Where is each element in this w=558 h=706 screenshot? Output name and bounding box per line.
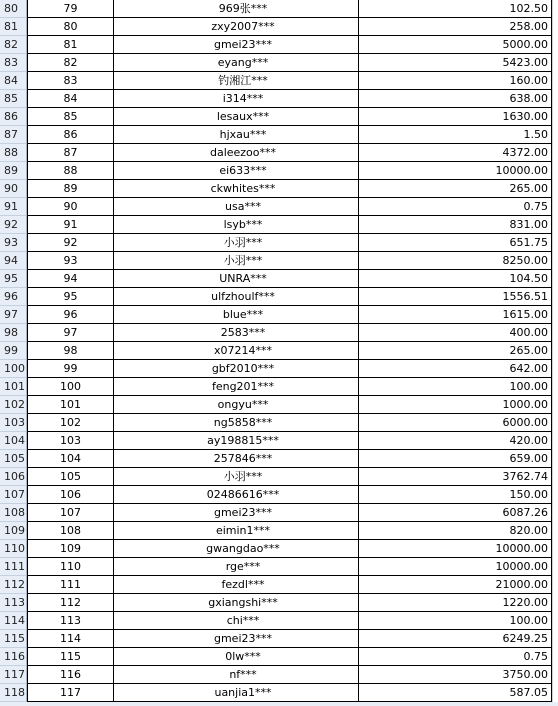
cell-user[interactable]: gmei23*** (114, 630, 359, 648)
cell-seq[interactable]: 99 (27, 360, 114, 378)
cell-user[interactable]: usa*** (114, 198, 359, 216)
table-row (0, 450, 558, 468)
table-row (0, 522, 558, 540)
scrollbar-gutter[interactable] (552, 0, 558, 706)
cell-amount[interactable]: 420.00 (359, 432, 552, 450)
cell-seq[interactable]: 90 (27, 198, 114, 216)
row-header[interactable]: 81 (0, 18, 27, 36)
cell-amount[interactable]: 1556.51 (359, 288, 552, 306)
table-row (0, 414, 558, 432)
table-row (0, 612, 558, 630)
cell-amount[interactable]: 8250.00 (359, 252, 552, 270)
cell-seq[interactable]: 81 (27, 36, 114, 54)
cell-user[interactable]: 小羽*** (114, 468, 359, 486)
table-row (0, 378, 558, 396)
row-header[interactable]: 85 (0, 90, 27, 108)
cell-amount[interactable]: 5423.00 (359, 54, 552, 72)
row-header[interactable]: 118 (0, 684, 27, 702)
cell-seq[interactable]: 111 (27, 576, 114, 594)
cell-user[interactable]: nf*** (114, 666, 359, 684)
row-header[interactable]: 105 (0, 450, 27, 468)
cell-amount[interactable]: 1630.00 (359, 108, 552, 126)
cell-user[interactable]: daleezoo*** (114, 144, 359, 162)
cell-seq[interactable]: 106 (27, 486, 114, 504)
table-row (0, 594, 558, 612)
cell-seq[interactable]: 112 (27, 594, 114, 612)
cell-amount[interactable]: 1220.00 (359, 594, 552, 612)
row-header[interactable]: 80 (0, 0, 27, 18)
cell-seq[interactable]: 116 (27, 666, 114, 684)
cell-user[interactable]: chi*** (114, 612, 359, 630)
row-header[interactable]: 96 (0, 288, 27, 306)
row-header[interactable]: 87 (0, 126, 27, 144)
cell-user[interactable]: 969张*** (114, 0, 359, 18)
table-row (0, 180, 558, 198)
cell-amount[interactable]: 1000.00 (359, 396, 552, 414)
cell-seq[interactable]: 91 (27, 216, 114, 234)
table-row (0, 504, 558, 522)
cell-seq[interactable]: 100 (27, 378, 114, 396)
table-row (0, 432, 558, 450)
table-row (0, 666, 558, 684)
cell-amount[interactable]: 6249.25 (359, 630, 552, 648)
cell-user[interactable]: ay198815*** (114, 432, 359, 450)
cell-amount[interactable]: 160.00 (359, 72, 552, 90)
cell-user[interactable]: fezdl*** (114, 576, 359, 594)
table-row (0, 198, 558, 216)
cell-user[interactable]: gmei23*** (114, 36, 359, 54)
row-header[interactable]: 106 (0, 468, 27, 486)
cell-amount[interactable]: 258.00 (359, 18, 552, 36)
row-header[interactable]: 82 (0, 36, 27, 54)
cell-user[interactable]: gwangdao*** (114, 540, 359, 558)
sheet-footer (0, 702, 558, 706)
cell-seq[interactable]: 87 (27, 144, 114, 162)
table-row (0, 360, 558, 378)
table-row (0, 234, 558, 252)
cell-user[interactable]: feng201*** (114, 378, 359, 396)
cell-seq[interactable]: 79 (27, 0, 114, 18)
table-row (0, 216, 558, 234)
table-row (0, 540, 558, 558)
cell-amount[interactable]: 3750.00 (359, 666, 552, 684)
cell-seq[interactable]: 107 (27, 504, 114, 522)
row-header[interactable]: 101 (0, 378, 27, 396)
cell-user[interactable]: 0lw*** (114, 648, 359, 666)
cell-user[interactable]: uanjia1*** (114, 684, 359, 702)
row-header[interactable]: 109 (0, 522, 27, 540)
cell-seq[interactable]: 84 (27, 90, 114, 108)
cell-amount[interactable]: 1615.00 (359, 306, 552, 324)
cell-user[interactable]: hjxau*** (114, 126, 359, 144)
cell-seq[interactable]: 93 (27, 252, 114, 270)
cell-amount[interactable]: 1.50 (359, 126, 552, 144)
cell-amount[interactable]: 3762.74 (359, 468, 552, 486)
row-header[interactable]: 99 (0, 342, 27, 360)
table-row (0, 324, 558, 342)
row-header[interactable]: 111 (0, 558, 27, 576)
row-header[interactable]: 93 (0, 234, 27, 252)
cell-user[interactable]: eimin1*** (114, 522, 359, 540)
cell-seq[interactable]: 82 (27, 54, 114, 72)
cell-amount[interactable]: 21000.00 (359, 576, 552, 594)
cell-seq[interactable]: 85 (27, 108, 114, 126)
row-header[interactable]: 83 (0, 54, 27, 72)
table-row (0, 576, 558, 594)
cell-amount[interactable]: 150.00 (359, 486, 552, 504)
cell-user[interactable]: 02486616*** (114, 486, 359, 504)
cell-amount[interactable]: 265.00 (359, 342, 552, 360)
row-header[interactable]: 114 (0, 612, 27, 630)
table-row (0, 648, 558, 666)
cell-user[interactable]: lsyb*** (114, 216, 359, 234)
cell-amount[interactable]: 6087.26 (359, 504, 552, 522)
cell-user[interactable]: eyang*** (114, 54, 359, 72)
table-row (0, 288, 558, 306)
cell-seq[interactable]: 89 (27, 180, 114, 198)
row-header[interactable]: 92 (0, 216, 27, 234)
cell-user[interactable]: UNRA*** (114, 270, 359, 288)
cell-seq[interactable]: 94 (27, 270, 114, 288)
row-header[interactable]: 107 (0, 486, 27, 504)
cell-user[interactable]: 2583*** (114, 324, 359, 342)
cell-seq[interactable]: 80 (27, 18, 114, 36)
cell-amount[interactable]: 831.00 (359, 216, 552, 234)
cell-user[interactable]: ckwhites*** (114, 180, 359, 198)
table-row (0, 486, 558, 504)
row-header[interactable]: 95 (0, 270, 27, 288)
cell-seq[interactable]: 102 (27, 414, 114, 432)
cell-seq[interactable]: 97 (27, 324, 114, 342)
row-header[interactable]: 97 (0, 306, 27, 324)
cell-amount[interactable]: 100.00 (359, 378, 552, 396)
cell-amount[interactable]: 820.00 (359, 522, 552, 540)
cell-user[interactable]: gbf2010*** (114, 360, 359, 378)
cell-user[interactable]: rge*** (114, 558, 359, 576)
cell-amount[interactable]: 100.00 (359, 612, 552, 630)
cell-user[interactable]: ng5858*** (114, 414, 359, 432)
table-row (0, 36, 558, 54)
cell-seq[interactable]: 117 (27, 684, 114, 702)
cell-seq[interactable]: 104 (27, 450, 114, 468)
cell-seq[interactable]: 95 (27, 288, 114, 306)
cell-amount[interactable]: 4372.00 (359, 144, 552, 162)
cell-seq[interactable]: 101 (27, 396, 114, 414)
cell-user[interactable]: zxy2007*** (114, 18, 359, 36)
table-row (0, 54, 558, 72)
table-row (0, 270, 558, 288)
table-row (0, 306, 558, 324)
cell-seq[interactable]: 86 (27, 126, 114, 144)
cell-amount[interactable]: 659.00 (359, 450, 552, 468)
cell-seq[interactable]: 110 (27, 558, 114, 576)
row-header[interactable]: 86 (0, 108, 27, 126)
cell-user[interactable]: ulfzhoulf*** (114, 288, 359, 306)
cell-seq[interactable]: 88 (27, 162, 114, 180)
row-header[interactable]: 110 (0, 540, 27, 558)
table-row (0, 90, 558, 108)
cell-user[interactable]: i314*** (114, 90, 359, 108)
row-header[interactable]: 104 (0, 432, 27, 450)
cell-amount[interactable]: 265.00 (359, 180, 552, 198)
row-header[interactable]: 84 (0, 72, 27, 90)
cell-amount[interactable]: 0.75 (359, 648, 552, 666)
table-row (0, 252, 558, 270)
row-header[interactable]: 98 (0, 324, 27, 342)
row-header[interactable]: 116 (0, 648, 27, 666)
cell-amount[interactable]: 5000.00 (359, 36, 552, 54)
table-row (0, 468, 558, 486)
row-header[interactable]: 108 (0, 504, 27, 522)
table-row (0, 162, 558, 180)
cell-amount[interactable]: 10000.00 (359, 558, 552, 576)
cell-user[interactable]: x07214*** (114, 342, 359, 360)
cell-amount[interactable]: 10000.00 (359, 540, 552, 558)
row-header[interactable]: 115 (0, 630, 27, 648)
row-header[interactable]: 89 (0, 162, 27, 180)
cell-seq[interactable]: 96 (27, 306, 114, 324)
table-row (0, 396, 558, 414)
cell-seq[interactable]: 103 (27, 432, 114, 450)
cell-amount[interactable]: 587.05 (359, 684, 552, 702)
row-header[interactable]: 90 (0, 180, 27, 198)
cell-amount[interactable]: 651.75 (359, 234, 552, 252)
cell-amount[interactable]: 6000.00 (359, 414, 552, 432)
cell-user[interactable]: gxiangshi*** (114, 594, 359, 612)
row-header[interactable]: 91 (0, 198, 27, 216)
table-row (0, 684, 558, 702)
table-row (0, 630, 558, 648)
table-row (0, 342, 558, 360)
cell-amount[interactable]: 642.00 (359, 360, 552, 378)
cell-seq[interactable]: 105 (27, 468, 114, 486)
table-row (0, 0, 558, 18)
row-header[interactable]: 88 (0, 144, 27, 162)
row-header[interactable]: 112 (0, 576, 27, 594)
row-header[interactable]: 103 (0, 414, 27, 432)
row-header[interactable]: 100 (0, 360, 27, 378)
cell-user[interactable]: ongyu*** (114, 396, 359, 414)
cell-seq[interactable]: 109 (27, 540, 114, 558)
row-header[interactable]: 102 (0, 396, 27, 414)
cell-seq[interactable]: 92 (27, 234, 114, 252)
cell-user[interactable]: 钓湘江*** (114, 72, 359, 90)
table-row (0, 18, 558, 36)
table-row (0, 144, 558, 162)
cell-amount[interactable]: 638.00 (359, 90, 552, 108)
row-header[interactable]: 117 (0, 666, 27, 684)
cell-amount[interactable]: 400.00 (359, 324, 552, 342)
cell-user[interactable]: 257846*** (114, 450, 359, 468)
cell-user[interactable]: 小羽*** (114, 252, 359, 270)
cell-seq[interactable]: 113 (27, 612, 114, 630)
cell-seq[interactable]: 83 (27, 72, 114, 90)
table-row (0, 126, 558, 144)
cell-seq[interactable]: 115 (27, 648, 114, 666)
cell-amount[interactable]: 104.50 (359, 270, 552, 288)
cell-user[interactable]: ei633*** (114, 162, 359, 180)
table-row (0, 558, 558, 576)
cell-user[interactable]: gmei23*** (114, 504, 359, 522)
cell-amount[interactable]: 102.50 (359, 0, 552, 18)
row-header[interactable]: 113 (0, 594, 27, 612)
table-row (0, 72, 558, 90)
table-row (0, 108, 558, 126)
cell-seq[interactable]: 98 (27, 342, 114, 360)
cell-seq[interactable]: 114 (27, 630, 114, 648)
row-header[interactable]: 94 (0, 252, 27, 270)
cell-amount[interactable]: 0.75 (359, 198, 552, 216)
cell-seq[interactable]: 108 (27, 522, 114, 540)
cell-user[interactable]: lesaux*** (114, 108, 359, 126)
cell-user[interactable]: blue*** (114, 306, 359, 324)
cell-amount[interactable]: 10000.00 (359, 162, 552, 180)
cell-user[interactable]: 小羽*** (114, 234, 359, 252)
